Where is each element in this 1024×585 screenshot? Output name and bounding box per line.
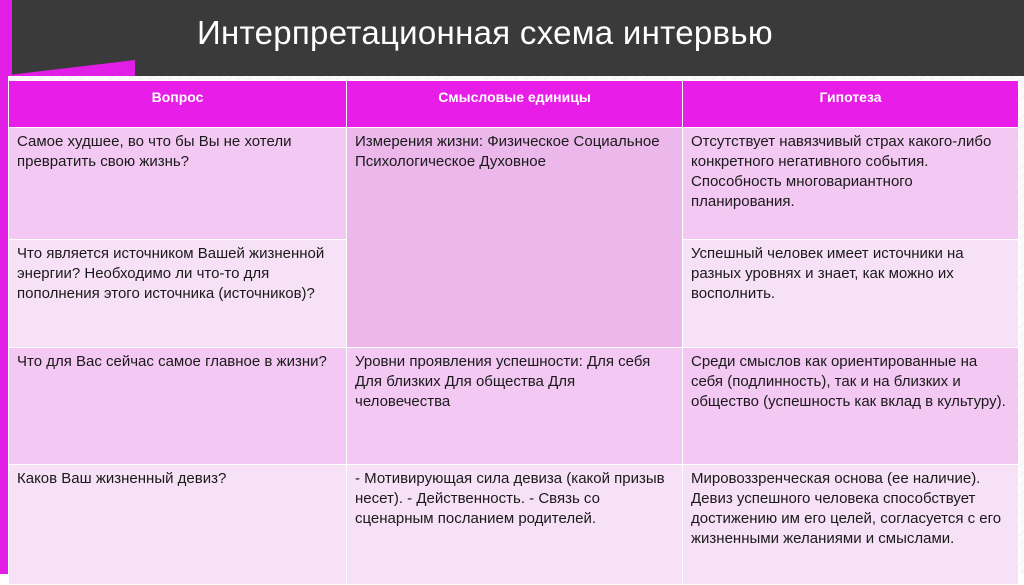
units-cell: Уровни проявления успешности: Для себя Для близких Для общества Для человечества xyxy=(347,348,683,465)
table-row xyxy=(9,128,1019,240)
title-accent-notch xyxy=(0,60,135,76)
units-cell: - Мотивирующая сила девиза (какой призыв несет). - Действенность. - Связь со сценарным посланием родителей. xyxy=(347,465,683,585)
title-bar xyxy=(0,0,1024,76)
interview-table xyxy=(8,80,1019,585)
hypothesis-cell: Отсутствует навязчивый страх какого-либо конкретного негативного события. Способность многовариантного планирования. xyxy=(683,128,1019,240)
question-cell: Каков Ваш жизненный девиз? xyxy=(9,465,347,585)
table-row xyxy=(9,465,1019,585)
hypothesis-cell: Среди смыслов как ориентированные на себя (подлинность), так и на близких и общество (успешность как вклад в культуру). xyxy=(683,348,1019,465)
question-cell: Что для Вас сейчас самое главное в жизни? xyxy=(9,348,347,465)
units-cell: Измерения жизни: Физическое Социальное Психологическое Духовное xyxy=(347,128,683,348)
hypothesis-cell: Мировоззренческая основа (ее наличие). Девиз успешного человека способствует достижению им его целей, согласуется с его жизненными желаниями и смыслами. xyxy=(683,465,1019,585)
slide-title: Интерпретационная схема интервью xyxy=(197,14,773,51)
question-cell: Что является источником Вашей жизненной энергии? Необходимо ли что-то для пополнения этого источника (источников)? xyxy=(9,240,347,348)
table-row xyxy=(9,348,1019,465)
header-hypothesis: Гипотеза xyxy=(683,81,1019,128)
header-question: Вопрос xyxy=(9,81,347,128)
hypothesis-cell: Успешный человек имеет источники на разных уровнях и знает, как можно их восполнить. xyxy=(683,240,1019,348)
table-header-row xyxy=(9,81,1019,128)
left-accent-strip xyxy=(0,76,8,574)
question-cell: Самое худшее, во что бы Вы не хотели превратить свою жизнь? xyxy=(9,128,347,240)
header-units: Смысловые единицы xyxy=(347,81,683,128)
